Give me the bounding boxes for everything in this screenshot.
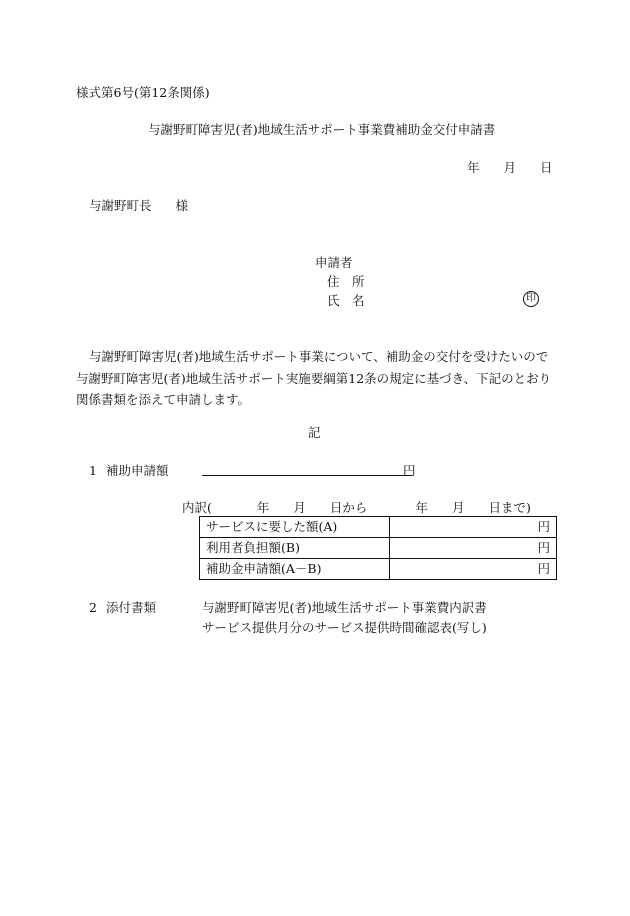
date-month: 月 xyxy=(503,160,517,175)
attachment-doc-2: サービス提供月分のサービス提供時間確認表(写し) xyxy=(202,620,487,635)
addressee-honorific: 様 xyxy=(175,198,189,213)
row-value: 円 xyxy=(390,559,557,580)
to-year: 年 xyxy=(415,500,428,515)
applicant-name-label: 氏 名 xyxy=(327,293,365,308)
breakdown-period xyxy=(182,500,531,516)
table-row xyxy=(200,538,557,559)
from-day: 日から xyxy=(329,500,368,515)
from-month: 月 xyxy=(293,500,306,515)
date-line xyxy=(467,160,553,176)
attachment-doc-1: 与謝野町障害児(者)地域生活サポート事業費内訳書 xyxy=(202,600,487,615)
applicant-address-label: 住 所 xyxy=(327,274,365,289)
table-row xyxy=(200,517,557,538)
row-label: サービスに要した額(A) xyxy=(200,517,390,538)
date-day: 日 xyxy=(540,160,553,175)
breakdown-label: 内訳( xyxy=(182,500,212,515)
item2-label: 添付書類 xyxy=(106,600,157,615)
row-value: 円 xyxy=(390,517,557,538)
item1-label: 補助申請額 xyxy=(106,463,169,478)
breakdown-table xyxy=(199,516,557,580)
amount-underline xyxy=(202,475,412,476)
from-year: 年 xyxy=(256,500,270,515)
item1-unit: 円 xyxy=(403,463,416,478)
date-year: 年 xyxy=(467,160,480,175)
item2-number: 2 xyxy=(89,600,97,615)
row-value: 円 xyxy=(390,538,557,559)
addressee xyxy=(89,198,188,214)
to-day: 日まで) xyxy=(488,500,531,515)
applicant-heading: 申請者 xyxy=(315,255,353,270)
document-title: 与謝野町障害児(者)地域生活サポート事業費補助金交付申請書 xyxy=(148,122,496,137)
to-month: 月 xyxy=(451,500,465,515)
body-paragraph: 与謝野町障害児(者)地域生活サポート事業について、補助金の交付を受けたいので与謝野町障害児(者)地域生活サポート実施要綱第12条の規定に基づき、下記のとおり関係書類を添えて申請します。 xyxy=(76,349,552,407)
form-number: 様式第6号(第12条関係) xyxy=(76,85,210,100)
row-label: 補助金申請額(A－B) xyxy=(200,559,390,580)
item1-number: 1 xyxy=(89,463,97,478)
seal-mark: 印 xyxy=(523,291,539,307)
ki-heading: 記 xyxy=(308,425,321,440)
addressee-name: 与謝野町長 xyxy=(89,198,152,213)
row-label: 利用者負担額(B) xyxy=(200,538,390,559)
table-row xyxy=(200,559,557,580)
